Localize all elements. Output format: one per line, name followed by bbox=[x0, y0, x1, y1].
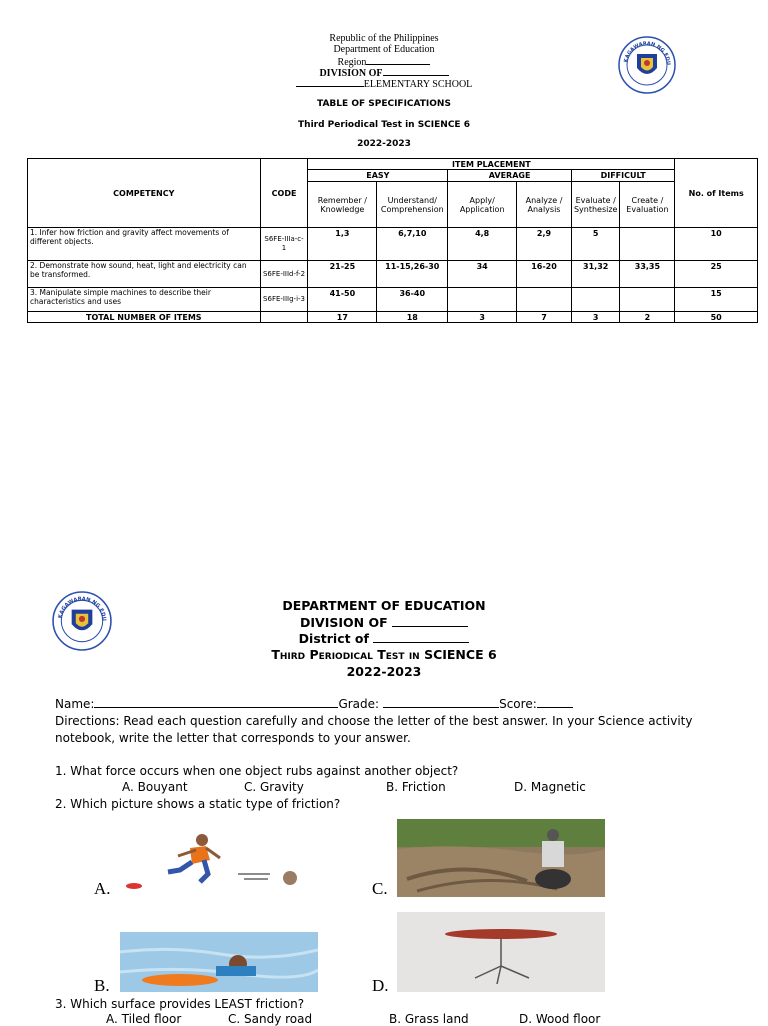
department-line: Department of Education bbox=[333, 44, 435, 55]
republic-line: Republic of the Philippines bbox=[329, 33, 439, 44]
create-cell bbox=[620, 228, 675, 261]
question-2: 2. Which picture shows a static type of friction? bbox=[55, 797, 341, 811]
apply-cell bbox=[448, 288, 517, 312]
district-blank bbox=[373, 630, 469, 643]
test-title: Third Periodical Test in SCIENCE 6 bbox=[271, 647, 497, 662]
division-blank bbox=[383, 66, 449, 76]
col-understand: Understand/ Comprehension bbox=[377, 182, 448, 228]
total-remember: 17 bbox=[308, 312, 377, 323]
division-blank bbox=[392, 614, 468, 627]
tos-title: TABLE OF SPECIFICATIONS bbox=[317, 99, 451, 109]
total-create: 2 bbox=[620, 312, 675, 323]
q1-choice-b: B. Friction bbox=[386, 780, 446, 794]
q3-choice-d: D. Wood floor bbox=[519, 1012, 601, 1026]
competency-cell: 1. Infer how friction and gravity affect movements of different objects. bbox=[28, 228, 261, 261]
code-cell: S6FE-IIId-f-2 bbox=[260, 261, 308, 288]
region-label: Region bbox=[337, 57, 367, 68]
items-cell: 10 bbox=[675, 228, 758, 261]
remember-cell: 41-50 bbox=[308, 288, 377, 312]
district-title bbox=[0, 630, 768, 647]
col-difficult: DIFFICULT bbox=[571, 170, 674, 182]
table-row bbox=[28, 261, 758, 288]
picture-b-label: B. bbox=[94, 976, 110, 995]
picture-d-label: D. bbox=[372, 976, 389, 995]
total-apply: 3 bbox=[448, 312, 517, 323]
evaluate-cell bbox=[571, 288, 620, 312]
create-cell bbox=[620, 288, 675, 312]
runner-kicking-ball-image bbox=[120, 826, 330, 896]
question-1: 1. What force occurs when one object rubs against another object? bbox=[55, 764, 459, 778]
round-table-image bbox=[397, 912, 605, 992]
total-evaluate: 3 bbox=[571, 312, 620, 323]
col-evaluate: Evaluate / Synthesize bbox=[571, 182, 620, 228]
total-understand: 18 bbox=[377, 312, 448, 323]
question-3: 3. Which surface provides LEAST friction? bbox=[55, 997, 305, 1011]
division-label: DIVISION OF bbox=[300, 615, 388, 630]
region-blank bbox=[366, 55, 430, 65]
analyze-cell: 16-20 bbox=[517, 261, 572, 288]
col-create: Create / Evaluation bbox=[620, 182, 675, 228]
q1-choice-c: C. Gravity bbox=[244, 780, 304, 794]
test-year: 2022-2023 bbox=[346, 664, 422, 679]
total-items: 50 bbox=[675, 312, 758, 323]
create-cell: 33,35 bbox=[620, 261, 675, 288]
understand-cell: 6,7,10 bbox=[377, 228, 448, 261]
grade-field[interactable] bbox=[383, 696, 499, 708]
competency-cell: 2. Demonstrate how sound, heat, light and electricity can be transformed. bbox=[28, 261, 261, 288]
name-field[interactable] bbox=[94, 696, 338, 708]
school-label: ELEMENTARY SCHOOL bbox=[363, 79, 473, 90]
total-code-cell bbox=[260, 312, 308, 323]
q3-choice-a: A. Tiled floor bbox=[106, 1012, 182, 1026]
q3-choice-c: C. Sandy road bbox=[228, 1012, 313, 1026]
q1-choice-d: D. Magnetic bbox=[514, 780, 586, 794]
division-label: DIVISION OF bbox=[319, 68, 383, 79]
col-average: AVERAGE bbox=[448, 170, 572, 182]
code-cell: S6FE-IIIa-c-1 bbox=[260, 228, 308, 261]
col-code: CODE bbox=[260, 159, 308, 228]
q1-choice-a: A. Bouyant bbox=[122, 780, 188, 794]
analyze-cell bbox=[517, 288, 572, 312]
total-row bbox=[28, 312, 758, 323]
total-analyze: 7 bbox=[517, 312, 572, 323]
score-label: Score: bbox=[499, 697, 537, 711]
picture-a-label: A. bbox=[94, 879, 111, 898]
remember-cell: 21-25 bbox=[308, 261, 377, 288]
total-label: TOTAL NUMBER OF ITEMS bbox=[28, 312, 261, 323]
competency-cell: 3. Manipulate simple machines to describe their characteristics and uses bbox=[28, 288, 261, 312]
col-competency: COMPETENCY bbox=[28, 159, 261, 228]
col-apply: Apply/ Application bbox=[448, 182, 517, 228]
score-field[interactable] bbox=[537, 696, 573, 708]
child-bodyboard-water-image bbox=[120, 932, 318, 992]
understand-cell: 11-15,26-30 bbox=[377, 261, 448, 288]
apply-cell: 34 bbox=[448, 261, 517, 288]
apply-cell: 4,8 bbox=[448, 228, 517, 261]
evaluate-cell: 31,32 bbox=[571, 261, 620, 288]
seal-lettering: KAGAWARAN NG EDU bbox=[57, 596, 107, 622]
name-label: Name: bbox=[55, 697, 95, 711]
school-blank bbox=[296, 77, 364, 87]
items-cell: 15 bbox=[675, 288, 758, 312]
items-cell: 25 bbox=[675, 261, 758, 288]
col-item-placement: ITEM PLACEMENT bbox=[308, 159, 675, 170]
deped-seal-icon bbox=[618, 36, 676, 94]
tos-year: 2022-2023 bbox=[357, 139, 411, 149]
directions: Directions: Read each question carefully and choose the letter of the best answer. In your Science activity notebook, write the letter that corresponds to your answer. bbox=[55, 714, 693, 745]
col-analyze: Analyze / Analysis bbox=[517, 182, 572, 228]
q3-choice-b: B. Grass land bbox=[389, 1012, 469, 1026]
specifications-table bbox=[27, 158, 758, 323]
analyze-cell: 2,9 bbox=[517, 228, 572, 261]
motorcycle-muddy-road-image bbox=[397, 819, 605, 897]
evaluate-cell: 5 bbox=[571, 228, 620, 261]
division-title bbox=[0, 614, 768, 631]
col-remember: Remember / Knowledge bbox=[308, 182, 377, 228]
tos-test-title: Third Periodical Test in SCIENCE 6 bbox=[298, 120, 470, 130]
student-info-line bbox=[55, 696, 755, 713]
col-no-items: No. of Items bbox=[675, 159, 758, 228]
seal-lettering: KAGAWARAN NG EDU bbox=[623, 40, 672, 66]
code-cell: S6FE-IIIg-i-3 bbox=[260, 288, 308, 312]
picture-c-label: C. bbox=[372, 879, 388, 898]
table-row bbox=[28, 288, 758, 312]
understand-cell: 36-40 bbox=[377, 288, 448, 312]
remember-cell: 1,3 bbox=[308, 228, 377, 261]
grade-label: Grade: bbox=[338, 697, 380, 711]
district-label: District of bbox=[298, 631, 369, 646]
department-title: DEPARTMENT OF EDUCATION bbox=[282, 598, 486, 613]
col-easy: EASY bbox=[308, 170, 448, 182]
table-row bbox=[28, 228, 758, 261]
